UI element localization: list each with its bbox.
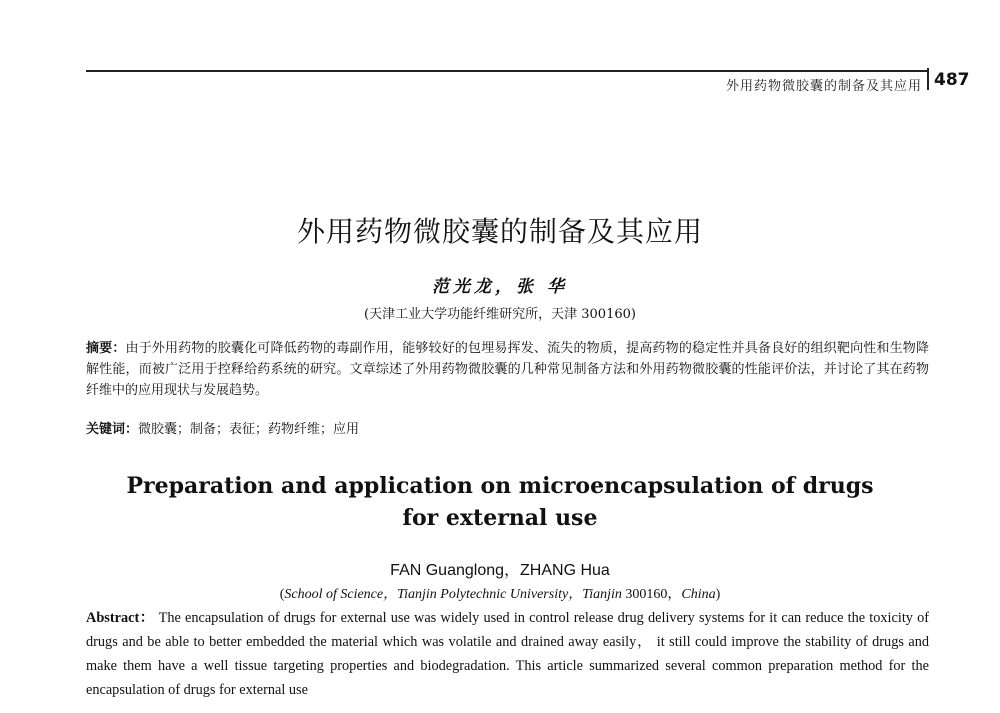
affiliation-close-paren: ) xyxy=(715,587,721,602)
article-title-en xyxy=(0,470,1000,534)
page-number: 487 xyxy=(934,70,970,90)
header-separator xyxy=(927,68,929,90)
keywords-cn xyxy=(86,418,929,437)
affiliation-open-paren: ( xyxy=(279,587,285,602)
title-line-1: Preparation and application on microencapsulation of drugs xyxy=(126,473,874,499)
affiliation-postcode: 300160， xyxy=(621,587,682,602)
abstract-text-cn: 由于外用药物的胶囊化可降低药物的毒副作用，能够较好的包埋易挥发、流失的物质，提高药物的稳定性并具备良好的组织靶向性和生物降解性能，而被广泛用于控释给药系统的研究。文章综述了外用药物微胶囊的几种常见制备方法和外用药物微胶囊的性能评价法，并讨论了其在药物纤维中的应用现状与发展趋势。 xyxy=(86,341,929,398)
abstract-label-en: Abstract： xyxy=(86,610,155,626)
affiliation-school: School of Science，Tianjin Polytechnic University，Tianjin xyxy=(284,587,622,602)
abstract-label-cn: 摘要： xyxy=(86,341,126,356)
keywords-text-cn: 微胶囊；制备；表征；药物纤维；应用 xyxy=(138,422,360,437)
header-rule xyxy=(86,70,929,72)
affiliation-en xyxy=(0,583,1000,603)
authors-cn: 范光龙，张 华 xyxy=(432,277,568,297)
keywords-label-cn: 关键词： xyxy=(86,422,139,437)
abstract-text-en: The encapsulation of drugs for external use was widely used in control release drug delivery systems for it can reduce the toxicity of drugs and be able to better embedded the material which was volatile and drained away easily， it still could improve the stability of drugs and make them have a well tissue targeting properties and biodegradation. This article summarized several common preparation method for the encapsulation of drugs for external use xyxy=(86,610,930,698)
title-line-2: for external use xyxy=(402,505,598,531)
authors-en: FAN Guanglong，ZHANG Hua xyxy=(390,562,610,579)
affiliation-country: China xyxy=(681,587,716,602)
affiliation-cn: (天津工业大学功能纤维研究所，天津 300160) xyxy=(364,307,636,322)
article-title-cn: 外用药物微胶囊的制备及其应用 xyxy=(296,215,703,248)
running-title: 外用药物微胶囊的制备及其应用 xyxy=(725,79,922,94)
abstract-cn xyxy=(86,338,929,401)
abstract-en xyxy=(86,606,929,702)
